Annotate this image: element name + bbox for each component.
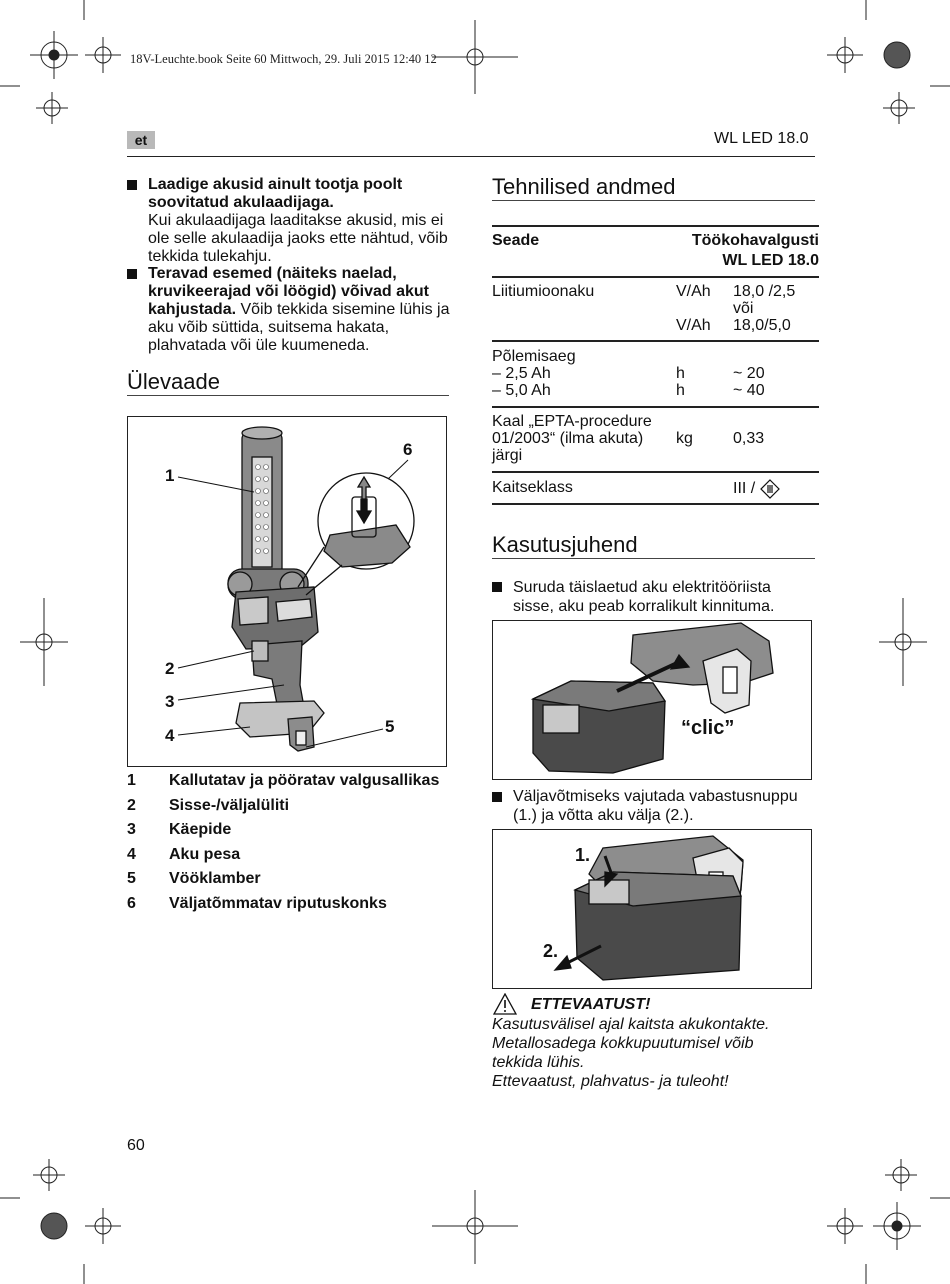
caution-line: Kasutusvälisel ajal kaitsta akukontakte. <box>492 1016 770 1033</box>
tech-data-title: Tehnilised andmed <box>492 174 676 199</box>
spec-runtime-sub-2: – 5,0 Ah <box>492 382 551 399</box>
spec-battery-label: Liitiumioonaku <box>492 283 595 300</box>
spec-row-rule <box>492 340 819 342</box>
spec-battery-value-1b: või <box>733 300 754 317</box>
legend-item <box>127 895 387 913</box>
spec-class-value: III / <box>733 480 756 497</box>
safety-bullet-2-text: Võib tekkida sisemine lühis ja aku võib süttida, suitsema hakata, plahvatada või üle kuumeneda. <box>148 301 450 354</box>
spec-battery-unit-2: V/Ah <box>676 317 711 334</box>
legend-text: Väljatõmmatav riputuskonks <box>169 895 387 912</box>
spec-battery-value-2: 18,0/5,0 <box>733 317 791 334</box>
legend-item <box>127 821 231 839</box>
remove-battery-figure <box>492 829 812 989</box>
protection-class-iii-icon <box>760 479 780 499</box>
overview-title: Ülevaade <box>127 369 220 394</box>
legend-text: Käepide <box>169 821 232 838</box>
work-light-illustration <box>128 417 446 766</box>
clic-label: “clic” <box>681 717 735 739</box>
safety-bullet-2-bold: Teravad esemed (näiteks naelad, kruvikeerajad või löögid) võivad akut kahjustada. <box>148 265 429 318</box>
spec-head-value-1: Töökohavalgusti <box>691 232 819 249</box>
callout-1: 1 <box>165 466 175 485</box>
bullet-icon <box>127 269 137 279</box>
spec-table-bottom-rule <box>492 503 819 505</box>
spec-head-value-2: WL LED 18.0 <box>722 252 819 269</box>
legend-text: Kallutatav ja pööratav valgusallikas <box>169 772 440 789</box>
legend-text: Vööklamber <box>169 870 261 887</box>
spec-head-label: Seade <box>492 232 540 249</box>
legend-num: 1 <box>127 772 136 789</box>
caution-line: tekkida lühis. <box>492 1054 585 1071</box>
legend-text: Sisse-/väljalüliti <box>169 797 290 814</box>
spec-runtime-value-1: ~ 20 <box>733 365 765 382</box>
callout-3: 3 <box>165 692 175 711</box>
safety-bullet-1 <box>148 176 453 266</box>
bullet-icon <box>492 792 502 802</box>
spec-weight-label-1: Kaal „EPTA-procedure <box>492 413 652 430</box>
step-2-label: 2. <box>543 941 559 961</box>
spec-row-rule <box>492 406 819 408</box>
spec-weight-value: 0,33 <box>733 430 765 447</box>
tech-data-rule <box>492 200 815 201</box>
caution-line: Metallosadega kokkupuutumisel võib <box>492 1035 754 1052</box>
safety-bullet-2 <box>148 265 453 355</box>
legend-item <box>127 846 240 864</box>
caution-line: Ettevaatust, plahvatus- ja tuleoht! <box>492 1073 729 1090</box>
usage-rule <box>492 558 815 559</box>
insert-battery-illustration <box>493 621 811 779</box>
language-tag: et <box>127 131 155 149</box>
caution-title: ETTEVAATUST! <box>531 996 651 1013</box>
overview-figure <box>127 416 447 767</box>
legend-num: 3 <box>127 821 136 838</box>
overview-rule <box>127 395 449 396</box>
page-number: 60 <box>127 1137 145 1154</box>
safety-bullet-1-bold: Laadige akusid ainult tootja poolt soovitatud akulaadijaga. <box>148 176 403 211</box>
spec-row-rule <box>492 276 819 278</box>
callout-2: 2 <box>165 659 175 678</box>
spec-class-label: Kaitseklass <box>492 479 573 496</box>
spec-battery-value-1a: 18,0 /2,5 <box>733 283 796 300</box>
bullet-icon <box>492 582 502 592</box>
safety-bullet-1-text: Kui akulaadijaga laaditakse akusid, mis ei ole selle akulaadija jaoks ette nähtud, võib tekkida tulekahju. <box>148 212 448 265</box>
spec-runtime-unit-2: h <box>676 382 685 399</box>
step-1-label: 1. <box>575 845 591 865</box>
spec-row-rule <box>492 471 819 473</box>
remove-battery-illustration <box>493 830 811 988</box>
legend-num: 6 <box>127 895 136 912</box>
legend-num: 5 <box>127 870 136 887</box>
bullet-icon <box>127 180 137 190</box>
legend-text: Aku pesa <box>169 846 241 863</box>
insert-battery-figure <box>492 620 812 780</box>
callout-6: 6 <box>403 440 413 459</box>
spec-weight-unit: kg <box>676 430 693 447</box>
callout-4: 4 <box>165 726 175 745</box>
model-name: WL LED 18.0 <box>714 130 809 147</box>
spec-table-top-rule <box>492 225 819 227</box>
spec-weight-label-3: järgi <box>492 447 523 464</box>
legend-num: 4 <box>127 846 136 863</box>
legend-item <box>127 870 261 888</box>
usage-bullet-2: Väljavõtmiseks vajutada vabastusnuppu (1.) ja võtta aku välja (2.). <box>513 788 798 824</box>
spec-runtime-unit-1: h <box>676 365 685 382</box>
header-rule <box>127 156 815 157</box>
legend-item <box>127 797 289 815</box>
spec-battery-unit-1: V/Ah <box>676 283 711 300</box>
legend-item <box>127 772 439 790</box>
spec-weight-label-2: 01/2003“ (ilma akuta) <box>492 430 644 447</box>
usage-bullet-1: Suruda täislaetud aku elektritööriista sisse, aku peab korralikult kinnituma. <box>513 579 775 615</box>
callout-5: 5 <box>385 717 395 736</box>
book-header: 18V-Leuchte.book Seite 60 Mittwoch, 29. Juli 2015 12:40 12 <box>130 52 437 66</box>
warning-triangle-icon <box>493 993 517 1015</box>
legend-num: 2 <box>127 797 136 814</box>
spec-runtime-value-2: ~ 40 <box>733 382 765 399</box>
spec-runtime-sub-1: – 2,5 Ah <box>492 365 551 382</box>
spec-runtime-label: Põlemisaeg <box>492 348 576 365</box>
usage-title: Kasutusjuhend <box>492 532 638 557</box>
